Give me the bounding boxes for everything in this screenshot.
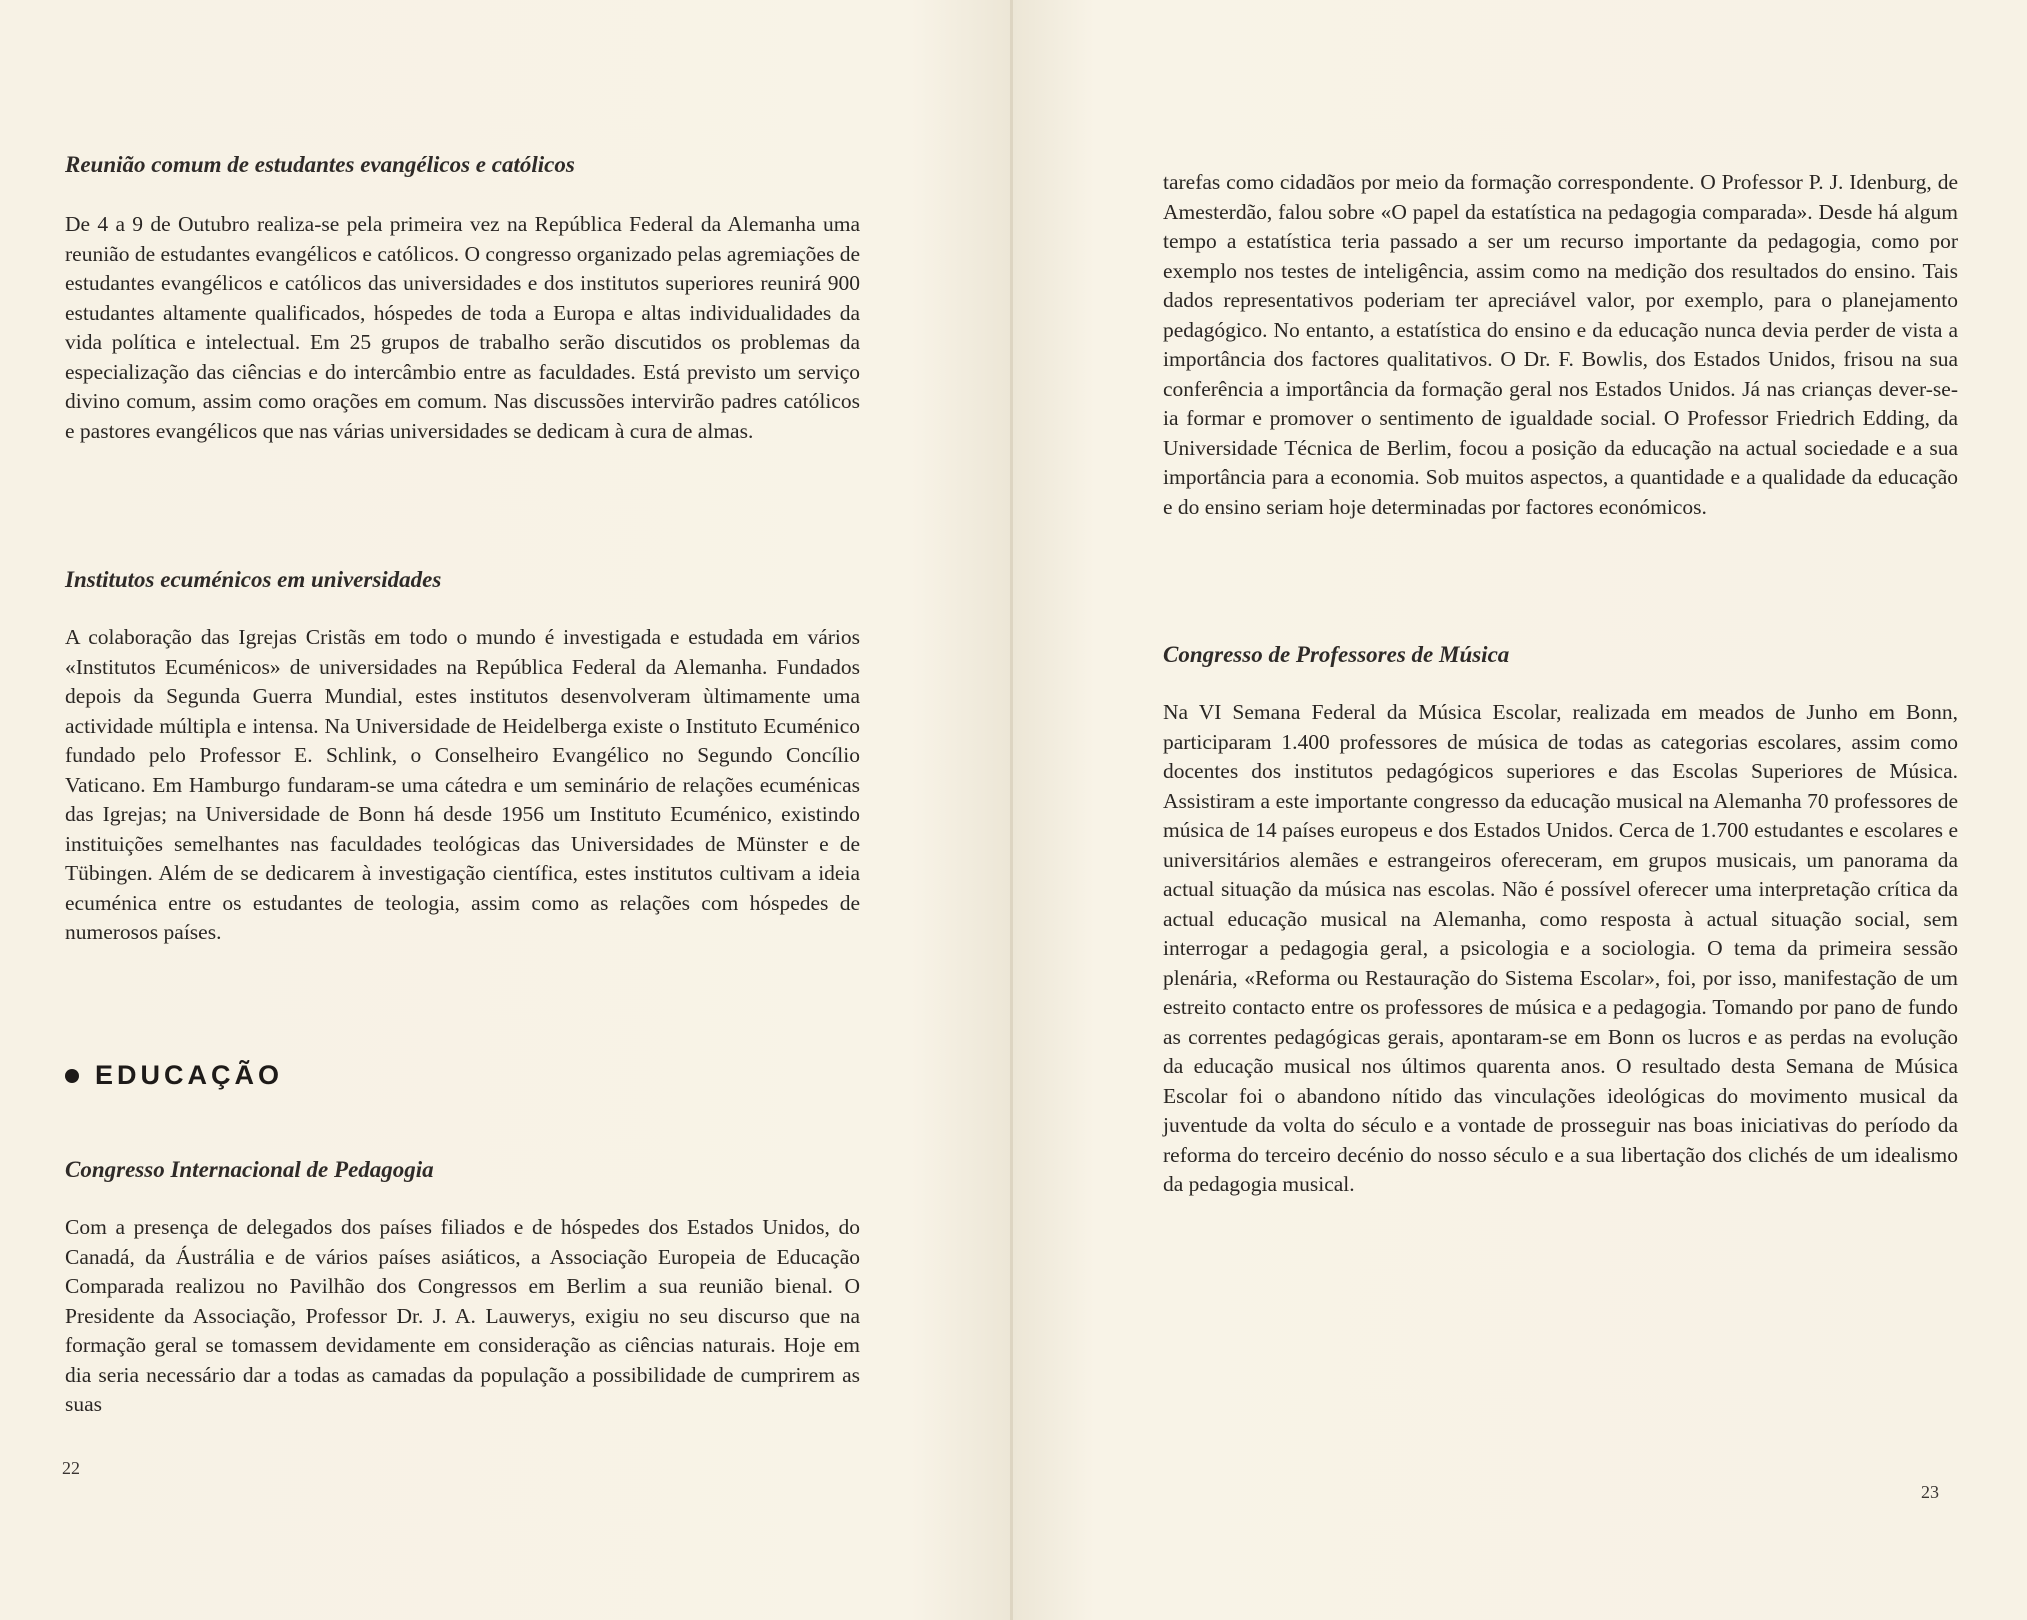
continuation-body: [1163, 168, 1958, 522]
paragraph: Com a presença de delegados dos países filiados e de hóspedes dos Estados Unidos, do Canadá, da Áustrália e de vários países asiáticos, a Associação Europeia de Educação Comparada realizou no Pavilhão dos Congressos em Berlim a sua reunião bienal. O Presidente da Associação, Professor Dr. J. A. Lauwerys, exigiu no seu discurso que na formação geral se tomassem devidamente em consideração as ciências naturais. Hoje em dia seria necessário dar a todas as camadas da população a possibilidade de cumprirem as suas: [65, 1215, 860, 1416]
page-number: 22: [62, 1458, 80, 1478]
right-page: [1013, 0, 2027, 1620]
section-reuniao-body: [65, 210, 860, 446]
section-congresso-musica: [1163, 640, 1958, 670]
section-institutos-body: [65, 623, 860, 948]
section-heading: Institutos ecuménicos em universidades: [65, 567, 442, 592]
section-heading: Reunião comum de estudantes evangélicos e católicos: [65, 152, 575, 177]
section-title-text: EDUCAÇÃO: [95, 1060, 284, 1090]
paragraph: tarefas como cidadãos por meio da formação correspondente. O Professor P. J. Idenburg, de Amesterdão, falou sobre «O papel da estatística na pedagogia comparada». Desde há algum tempo a estatística teria passado a ser um recurso importante da pedagogia, como por exemplo nos testes de inteligência, assim como na medição dos resultados do ensino. Tais dados representativos poderiam ter apreciável valor, por exemplo, para o planejamento pedagógico. No entanto, a estatística do ensino e da educação nunca devia perder de vista a importância dos factores qualitativos. O Dr. F. Bowlis, dos Estados Unidos, frisou na sua conferência a importância da formação geral nos Estados Unidos. Já nas crianças dever-se-ia formar e promover o sentimento de igualdade social. O Professor Friedrich Edding, da Universidade Técnica de Berlim, focou a posição da educação na actual sociedade e a sua importância para a economia. Sob muitos aspectos, a quantidade e a qualidade da educação e do ensino seriam hoje determinadas por factores económicos.: [1163, 170, 1958, 519]
bullet-icon: [65, 1069, 79, 1083]
page-number: 23: [1921, 1482, 1939, 1502]
section-institutos: [65, 565, 860, 595]
section-reuniao: [65, 150, 860, 180]
paragraph: De 4 a 9 de Outubro realiza-se pela primeira vez na República Federal da Alemanha uma reunião de estudantes evangélicos e católicos. O congresso organizado pelas agremiações de estudantes evangélicos e católicos das universidades e dos institutos superiores reunirá 900 estudantes altamente qualificados, hóspedes de toda a Europa e altas individualidades da vida política e intelectual. Em 25 grupos de trabalho serão discutidos os problemas da especialização das ciências e do intercâmbio entre as faculdades. Está previsto um serviço divino comum, assim como orações em comum. Nas discussões intervirão padres católicos e pastores evangélicos que nas várias universidades se dedicam à cura de almas.: [65, 212, 860, 443]
section-heading: Congresso Internacional de Pedagogia: [65, 1157, 434, 1182]
section-congresso-pedagogia-body: [65, 1213, 860, 1420]
section-congresso-musica-body: [1163, 698, 1958, 1200]
left-page: [0, 0, 1013, 1620]
paragraph: A colaboração das Igrejas Cristãs em todo o mundo é investigada e estudada em vários «Institutos Ecuménicos» de universidades na República Federal da Alemanha. Fundados depois da Segunda Guerra Mundial, estes institutos desenvolveram ùltimamente uma actividade múltipla e intensa. Na Universidade de Heidelberga existe o Instituto Ecuménico fundado pelo Professor E. Schlink, o Conselheiro Evangélico no Segundo Concílio Vaticano. Em Hamburgo fundaram-se uma cátedra e um seminário de relações ecuménicas das Igrejas; na Universidade de Bonn há desde 1956 um Instituto Ecuménico, existindo instituições semelhantes nas faculdades teológicas das Universidades de Münster e de Tübingen. Além de se dedicarem à investigação científica, estes institutos cultivam a ideia ecuménica entre os estudantes de teologia, assim como as relações com hóspedes de numerosos países.: [65, 625, 860, 944]
education-section-title: [65, 1060, 860, 1091]
paragraph: Na VI Semana Federal da Música Escolar, realizada em meados de Junho em Bonn, participaram 1.400 professores de música de todas as categorias escolares, assim como docentes dos institutos pedagógicos superiores e das Escolas Superiores de Música. Assistiram a este importante congresso da educação musical na Alemanha 70 professores de música de 14 países europeus e dos Estados Unidos. Cerca de 1.700 estudantes e escolares e universitários alemães e estrangeiros ofereceram, em grupos musicais, um panorama da actual situação da música nas escolas. Não é possível oferecer uma interpretação crítica da actual educação musical na Alemanha, como resposta à actual situação social, sem interrogar a pedagogia geral, a psicologia e a sociologia. O tema da primeira sessão plenária, «Reforma ou Restauração do Sistema Escolar», foi, por isso, manifestação de um estreito contacto entre os professores de música e a pedagogia. Tomando por pano de fundo as correntes pedagógicas gerais, apontaram-se em Bonn os lucros e as perdas na evolução da educação musical nos últimos quarenta anos. O resultado desta Semana de Música Escolar foi o abandono nítido das vinculações ideológicas do movimento musical da juventude da volta do século e a vontade de prosseguir nas boas iniciativas do período da reforma do terceiro decénio do nosso século e a sua libertação dos clichés de um idealismo da pedagogia musical.: [1163, 700, 1958, 1196]
section-congresso-pedagogia: [65, 1155, 860, 1185]
section-heading: Congresso de Professores de Música: [1163, 642, 1510, 667]
